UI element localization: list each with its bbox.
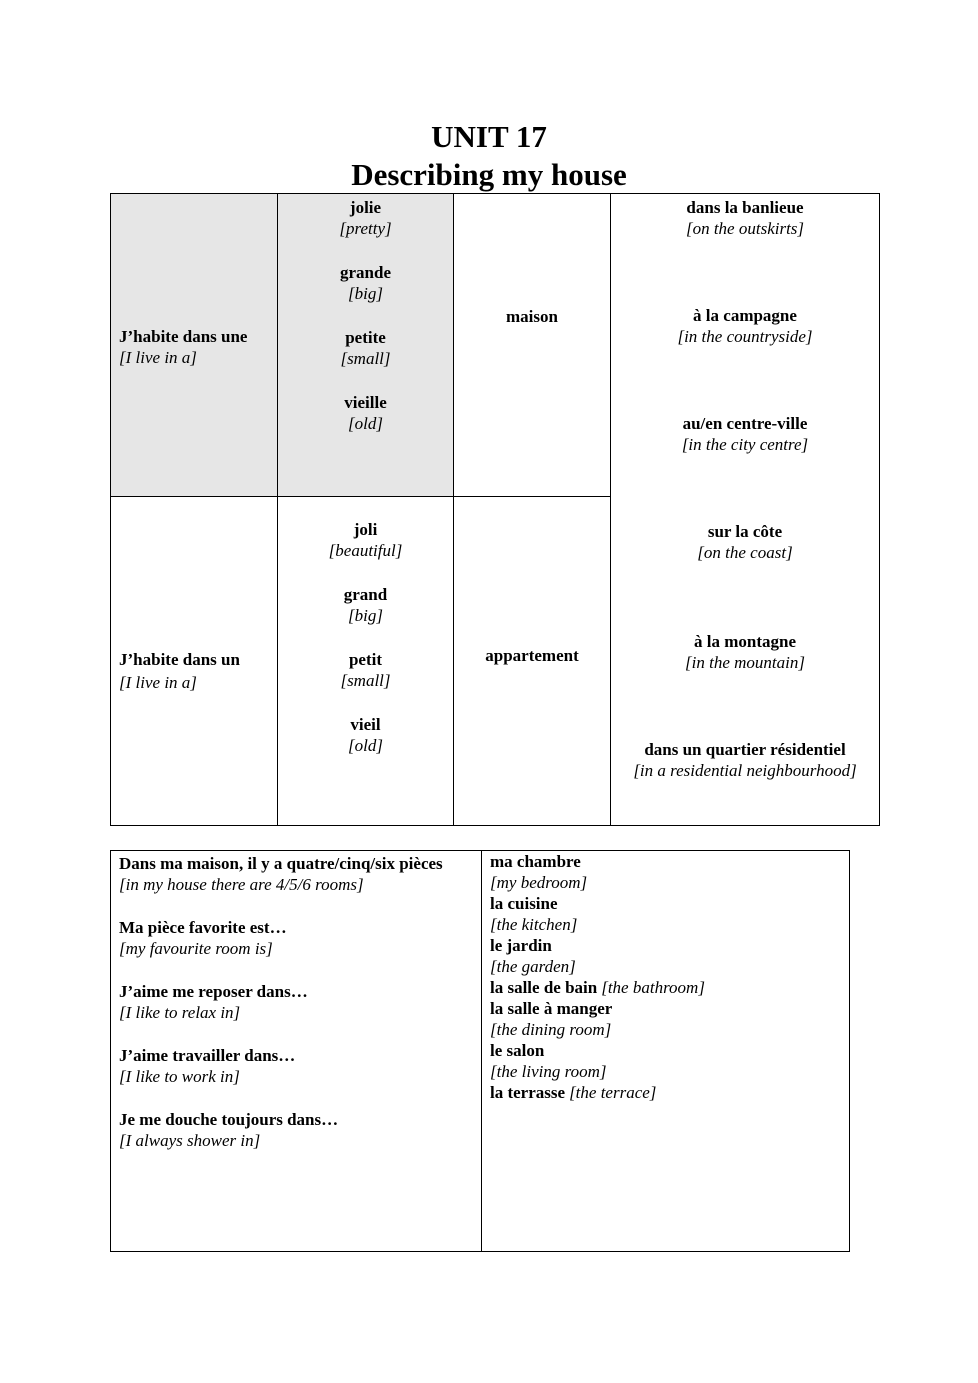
room-en: [the dining room]: [490, 1020, 612, 1039]
start-cell-fem: [110, 193, 278, 497]
room-en: [my bedroom]: [490, 873, 588, 892]
room-en: [the living room]: [490, 1062, 607, 1081]
noun: maison: [506, 307, 558, 326]
locations-cell: [610, 193, 880, 826]
rooms-cell: [481, 850, 850, 1252]
location: à la montagne [in the mountain]: [685, 632, 805, 672]
room-fr: la salle à manger: [490, 999, 613, 1018]
adjective: jolie [pretty]: [339, 198, 392, 238]
phrase: J’aime me reposer dans… [I like to relax in]: [119, 982, 308, 1022]
adjective: grande [big]: [340, 263, 391, 303]
room-line: la salle de bain [the bathroom]: [490, 978, 705, 997]
location: sur la côte [on the coast]: [697, 522, 793, 562]
room-fr: la cuisine: [490, 894, 558, 913]
phrase: Je me douche toujours dans… [I always shower in]: [119, 1110, 339, 1150]
start-fr: J’habite dans un: [119, 650, 240, 669]
noun-cell-masc: [453, 496, 611, 826]
start-en: [I live in a]: [119, 348, 197, 367]
phrase: J’aime travailler dans… [I like to work in]: [119, 1046, 296, 1086]
adjective: petite [small]: [340, 328, 391, 368]
adjective: joli [beautiful]: [328, 520, 403, 560]
room-fr: ma chambre: [490, 852, 581, 871]
phrase: Dans ma maison, il y a quatre/cinq/six pièces [in my house there are 4/5/6 rooms]: [119, 854, 443, 894]
start-en: [I live in a]: [119, 673, 197, 692]
adjectives-cell-masc: [277, 496, 454, 826]
location: dans un quartier résidentiel [in a residential neighbourhood]: [633, 740, 857, 780]
adjectives-cell-fem: [277, 193, 454, 497]
phrase: Ma pièce favorite est… [my favourite room is]: [119, 918, 287, 958]
page-title: Describing my house: [351, 157, 627, 192]
location: au/en centre-ville [in the city centre]: [681, 414, 809, 454]
noun: appartement: [485, 646, 579, 665]
start-fr: J’habite dans une: [119, 327, 248, 346]
room-line: la terrasse [the terrace]: [490, 1083, 657, 1102]
adjective: vieil [old]: [348, 715, 383, 755]
room-fr: le salon: [490, 1041, 545, 1060]
room-fr: le jardin: [490, 936, 552, 955]
location: à la campagne [in the countryside]: [677, 306, 813, 346]
room-en: [the kitchen]: [490, 915, 578, 934]
adjective: petit [small]: [340, 650, 391, 690]
noun-cell-fem: [453, 193, 611, 497]
location: dans la banlieue [on the outskirts]: [685, 198, 805, 238]
start-cell-masc: [110, 496, 278, 826]
phrases-cell: [110, 850, 482, 1252]
sentence-builder-grid: [110, 193, 880, 826]
room-en: [the garden]: [490, 957, 576, 976]
unit-title: UNIT 17: [431, 119, 547, 154]
adjective: vieille [old]: [344, 393, 387, 433]
rooms-table: [110, 850, 850, 1252]
adjective: grand [big]: [343, 585, 388, 625]
